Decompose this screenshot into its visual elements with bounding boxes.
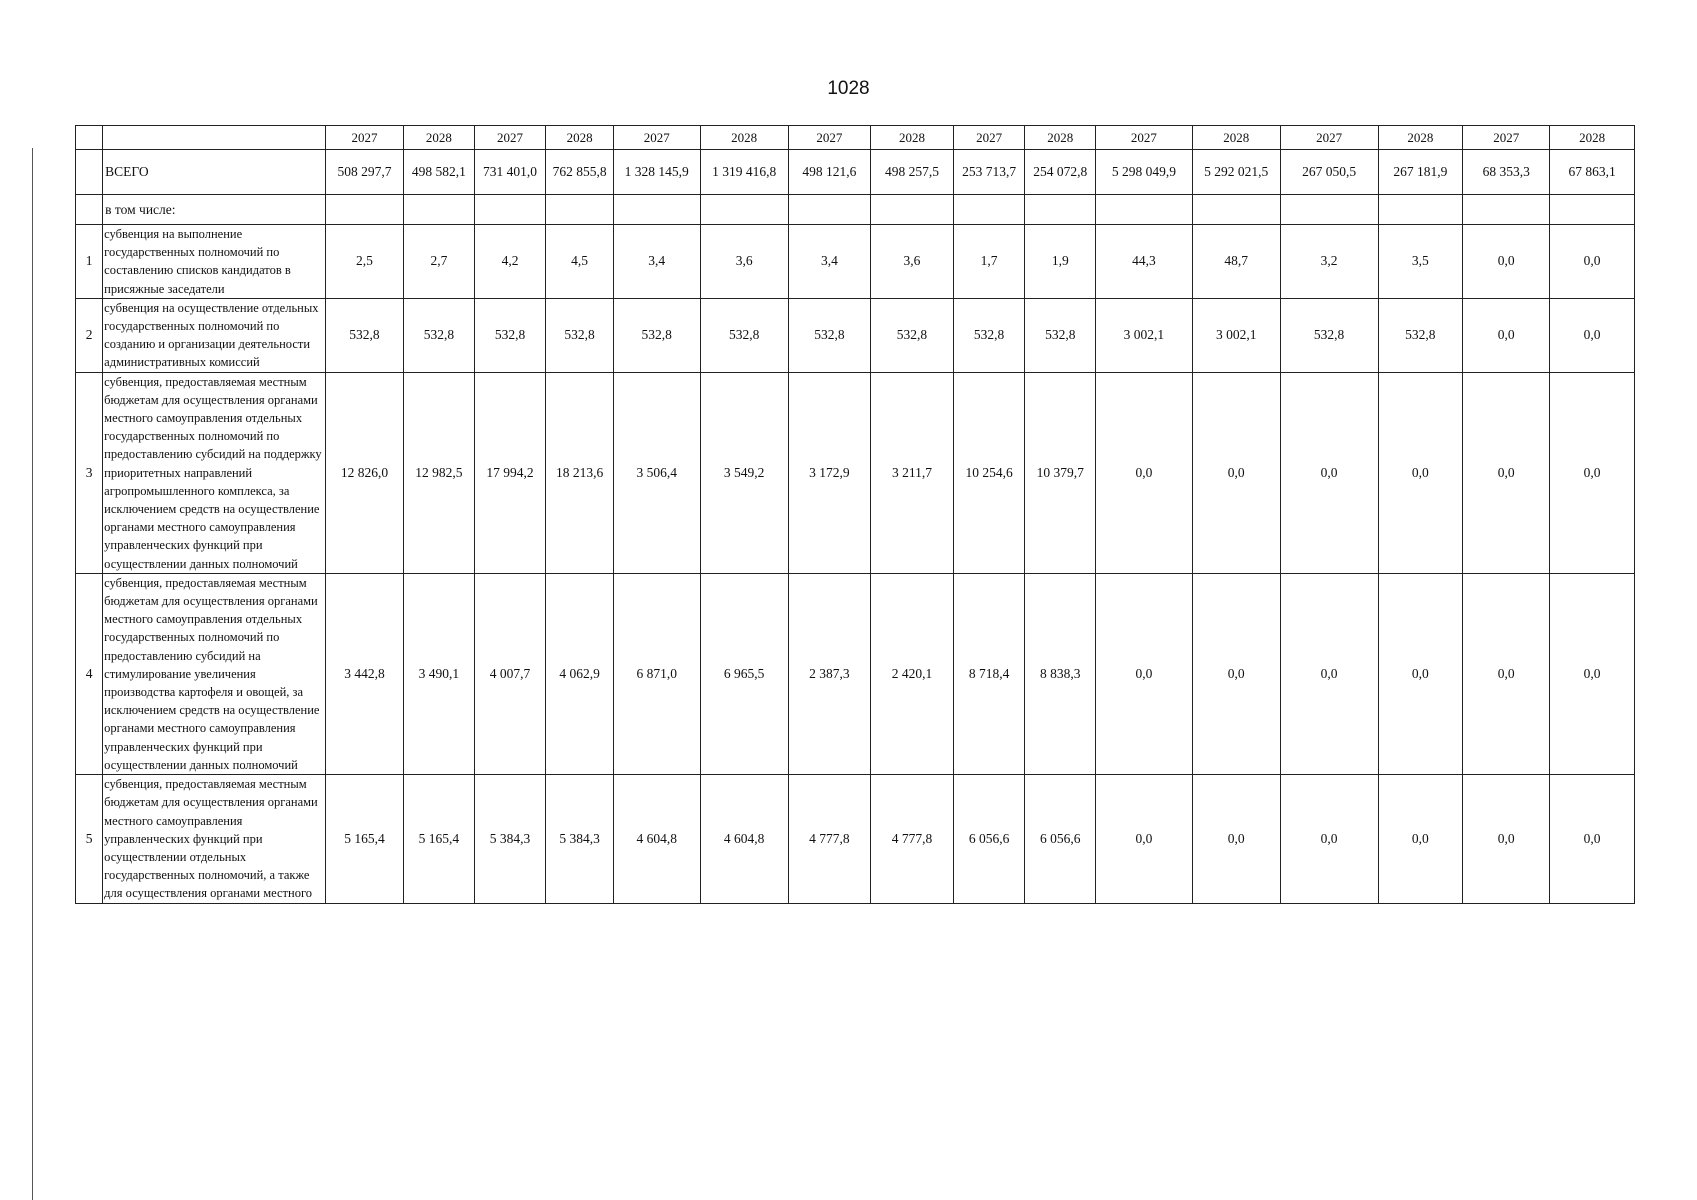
- value-cell: 8 838,3: [1025, 573, 1096, 774]
- value-cell: 4 062,9: [546, 573, 613, 774]
- budget-table: [75, 125, 1635, 904]
- year-header-cell: 2027: [788, 126, 871, 150]
- value-cell: 532,8: [1378, 298, 1463, 372]
- total-value-cell: 253 713,7: [953, 150, 1025, 195]
- empty-cell: [700, 195, 788, 225]
- value-cell: 3,6: [871, 225, 954, 299]
- value-cell: 532,8: [546, 298, 613, 372]
- value-cell: 0,0: [1550, 298, 1635, 372]
- including-row: [76, 195, 1635, 225]
- value-cell: 6 871,0: [613, 573, 700, 774]
- value-cell: 4,5: [546, 225, 613, 299]
- empty-cell: [1463, 195, 1550, 225]
- value-cell: 0,0: [1550, 573, 1635, 774]
- value-cell: 5 384,3: [546, 775, 613, 903]
- value-cell: 0,0: [1192, 775, 1280, 903]
- year-header-cell: 2027: [474, 126, 546, 150]
- value-cell: 10 254,6: [953, 372, 1025, 573]
- total-value-cell: 67 863,1: [1550, 150, 1635, 195]
- empty-cell: [404, 195, 475, 225]
- value-cell: 532,8: [325, 298, 403, 372]
- total-value-cell: 267 050,5: [1280, 150, 1378, 195]
- value-cell: 12 826,0: [325, 372, 403, 573]
- value-cell: 1,7: [953, 225, 1025, 299]
- year-header-cell: 2028: [700, 126, 788, 150]
- table-row: [76, 775, 1635, 903]
- value-cell: 0,0: [1378, 775, 1463, 903]
- total-value-cell: 68 353,3: [1463, 150, 1550, 195]
- row-number: 1: [76, 225, 103, 299]
- total-value-cell: 1 328 145,9: [613, 150, 700, 195]
- empty-cell: [1280, 195, 1378, 225]
- including-num-cell: [76, 195, 103, 225]
- total-value-cell: 762 855,8: [546, 150, 613, 195]
- value-cell: 4 604,8: [613, 775, 700, 903]
- value-cell: 3,4: [788, 225, 871, 299]
- empty-cell: [546, 195, 613, 225]
- value-cell: 4 777,8: [788, 775, 871, 903]
- value-cell: 0,0: [1378, 372, 1463, 573]
- value-cell: 2 420,1: [871, 573, 954, 774]
- value-cell: 5 165,4: [404, 775, 475, 903]
- total-value-cell: 498 582,1: [404, 150, 475, 195]
- value-cell: 3 490,1: [404, 573, 475, 774]
- value-cell: 44,3: [1096, 225, 1193, 299]
- year-header-cell: 2027: [325, 126, 403, 150]
- empty-cell: [325, 195, 403, 225]
- margin-line: [32, 148, 33, 1200]
- value-cell: 2,7: [404, 225, 475, 299]
- year-header-cell: 2027: [953, 126, 1025, 150]
- year-header-cell: 2028: [871, 126, 954, 150]
- value-cell: 532,8: [474, 298, 546, 372]
- total-value-cell: 267 181,9: [1378, 150, 1463, 195]
- table-row: [76, 298, 1635, 372]
- value-cell: 532,8: [953, 298, 1025, 372]
- row-number: 5: [76, 775, 103, 903]
- value-cell: 0,0: [1192, 372, 1280, 573]
- value-cell: 3 506,4: [613, 372, 700, 573]
- value-cell: 532,8: [788, 298, 871, 372]
- value-cell: 532,8: [1025, 298, 1096, 372]
- value-cell: 532,8: [1280, 298, 1378, 372]
- header-desc-cell: [103, 126, 326, 150]
- row-description: субвенция на осуществление отдельных государственных полномочий по созданию и организации деятельности административных комиссий: [103, 298, 326, 372]
- value-cell: 18 213,6: [546, 372, 613, 573]
- value-cell: 0,0: [1550, 225, 1635, 299]
- year-header-cell: 2028: [1378, 126, 1463, 150]
- value-cell: 0,0: [1463, 225, 1550, 299]
- total-value-cell: 5 292 021,5: [1192, 150, 1280, 195]
- value-cell: 4,2: [474, 225, 546, 299]
- value-cell: 6 056,6: [953, 775, 1025, 903]
- value-cell: 12 982,5: [404, 372, 475, 573]
- empty-cell: [1378, 195, 1463, 225]
- value-cell: 0,0: [1192, 573, 1280, 774]
- value-cell: 0,0: [1463, 298, 1550, 372]
- total-value-cell: 254 072,8: [1025, 150, 1096, 195]
- value-cell: 0,0: [1550, 372, 1635, 573]
- year-header-cell: 2027: [1096, 126, 1193, 150]
- year-header-row: [76, 126, 1635, 150]
- value-cell: 0,0: [1463, 573, 1550, 774]
- empty-cell: [613, 195, 700, 225]
- value-cell: 0,0: [1463, 775, 1550, 903]
- total-label: ВСЕГО: [103, 150, 326, 195]
- value-cell: 1,9: [1025, 225, 1096, 299]
- value-cell: 2 387,3: [788, 573, 871, 774]
- total-value-cell: 1 319 416,8: [700, 150, 788, 195]
- empty-cell: [1096, 195, 1193, 225]
- page-number: 1028: [827, 78, 870, 99]
- year-header-cell: 2028: [1550, 126, 1635, 150]
- value-cell: 0,0: [1096, 573, 1193, 774]
- value-cell: 17 994,2: [474, 372, 546, 573]
- row-description: субвенция, предоставляемая местным бюджетам для осуществления органами местного самоуправления отдельных государственных полномочий по предоставлению субсидий на поддержку приоритетных направлений агропромышленного комплекса, за исключением средств на осуществление органами местного самоуправления управленческих функций при осуществлении данных полномочий: [103, 372, 326, 573]
- value-cell: 3,2: [1280, 225, 1378, 299]
- value-cell: 0,0: [1280, 573, 1378, 774]
- empty-cell: [1025, 195, 1096, 225]
- table-row: [76, 573, 1635, 774]
- header-num-cell: [76, 126, 103, 150]
- value-cell: 0,0: [1280, 372, 1378, 573]
- value-cell: 2,5: [325, 225, 403, 299]
- empty-cell: [1192, 195, 1280, 225]
- value-cell: 532,8: [700, 298, 788, 372]
- total-row: [76, 150, 1635, 195]
- total-value-cell: 731 401,0: [474, 150, 546, 195]
- value-cell: 3 172,9: [788, 372, 871, 573]
- year-header-cell: 2028: [546, 126, 613, 150]
- value-cell: 4 604,8: [700, 775, 788, 903]
- value-cell: 4 007,7: [474, 573, 546, 774]
- row-number: 3: [76, 372, 103, 573]
- value-cell: 0,0: [1550, 775, 1635, 903]
- including-label: в том числе:: [103, 195, 326, 225]
- empty-cell: [474, 195, 546, 225]
- total-value-cell: 508 297,7: [325, 150, 403, 195]
- value-cell: 3 002,1: [1096, 298, 1193, 372]
- value-cell: 0,0: [1096, 372, 1193, 573]
- value-cell: 6 056,6: [1025, 775, 1096, 903]
- year-header-cell: 2028: [1192, 126, 1280, 150]
- row-description: субвенция, предоставляемая местным бюджетам для осуществления органами местного самоуправления отдельных государственных полномочий по предоставлению субсидий на стимулирование увеличения производства картофеля и овощей, за исключением средств на осуществление органами местного самоуправления управленческих функций при осуществлении данных полномочий: [103, 573, 326, 774]
- value-cell: 0,0: [1463, 372, 1550, 573]
- empty-cell: [1550, 195, 1635, 225]
- table-row: [76, 372, 1635, 573]
- row-description: субвенция, предоставляемая местным бюджетам для осуществления органами местного самоуправления управленческих функций при осуществлении отдельных государственных полномочий, а также для осуществления органами местного: [103, 775, 326, 903]
- value-cell: 0,0: [1378, 573, 1463, 774]
- year-header-cell: 2028: [1025, 126, 1096, 150]
- year-header-cell: 2028: [404, 126, 475, 150]
- row-number: 2: [76, 298, 103, 372]
- empty-cell: [953, 195, 1025, 225]
- empty-cell: [871, 195, 954, 225]
- total-value-cell: 498 121,6: [788, 150, 871, 195]
- value-cell: 532,8: [613, 298, 700, 372]
- value-cell: 3 002,1: [1192, 298, 1280, 372]
- year-header-cell: 2027: [613, 126, 700, 150]
- value-cell: 3,5: [1378, 225, 1463, 299]
- value-cell: 0,0: [1096, 775, 1193, 903]
- value-cell: 4 777,8: [871, 775, 954, 903]
- value-cell: 0,0: [1280, 775, 1378, 903]
- total-value-cell: 5 298 049,9: [1096, 150, 1193, 195]
- value-cell: 8 718,4: [953, 573, 1025, 774]
- value-cell: 3 211,7: [871, 372, 954, 573]
- value-cell: 532,8: [871, 298, 954, 372]
- empty-cell: [788, 195, 871, 225]
- table-row: [76, 225, 1635, 299]
- value-cell: 3 549,2: [700, 372, 788, 573]
- total-value-cell: 498 257,5: [871, 150, 954, 195]
- value-cell: 3,4: [613, 225, 700, 299]
- value-cell: 6 965,5: [700, 573, 788, 774]
- total-num-cell: [76, 150, 103, 195]
- value-cell: 3 442,8: [325, 573, 403, 774]
- value-cell: 5 165,4: [325, 775, 403, 903]
- value-cell: 48,7: [1192, 225, 1280, 299]
- value-cell: 3,6: [700, 225, 788, 299]
- table-body: [76, 126, 1635, 904]
- year-header-cell: 2027: [1280, 126, 1378, 150]
- value-cell: 10 379,7: [1025, 372, 1096, 573]
- year-header-cell: 2027: [1463, 126, 1550, 150]
- value-cell: 532,8: [404, 298, 475, 372]
- value-cell: 5 384,3: [474, 775, 546, 903]
- row-number: 4: [76, 573, 103, 774]
- row-description: субвенция на выполнение государственных полномочий по составлению списков кандидатов в присяжные заседатели: [103, 225, 326, 299]
